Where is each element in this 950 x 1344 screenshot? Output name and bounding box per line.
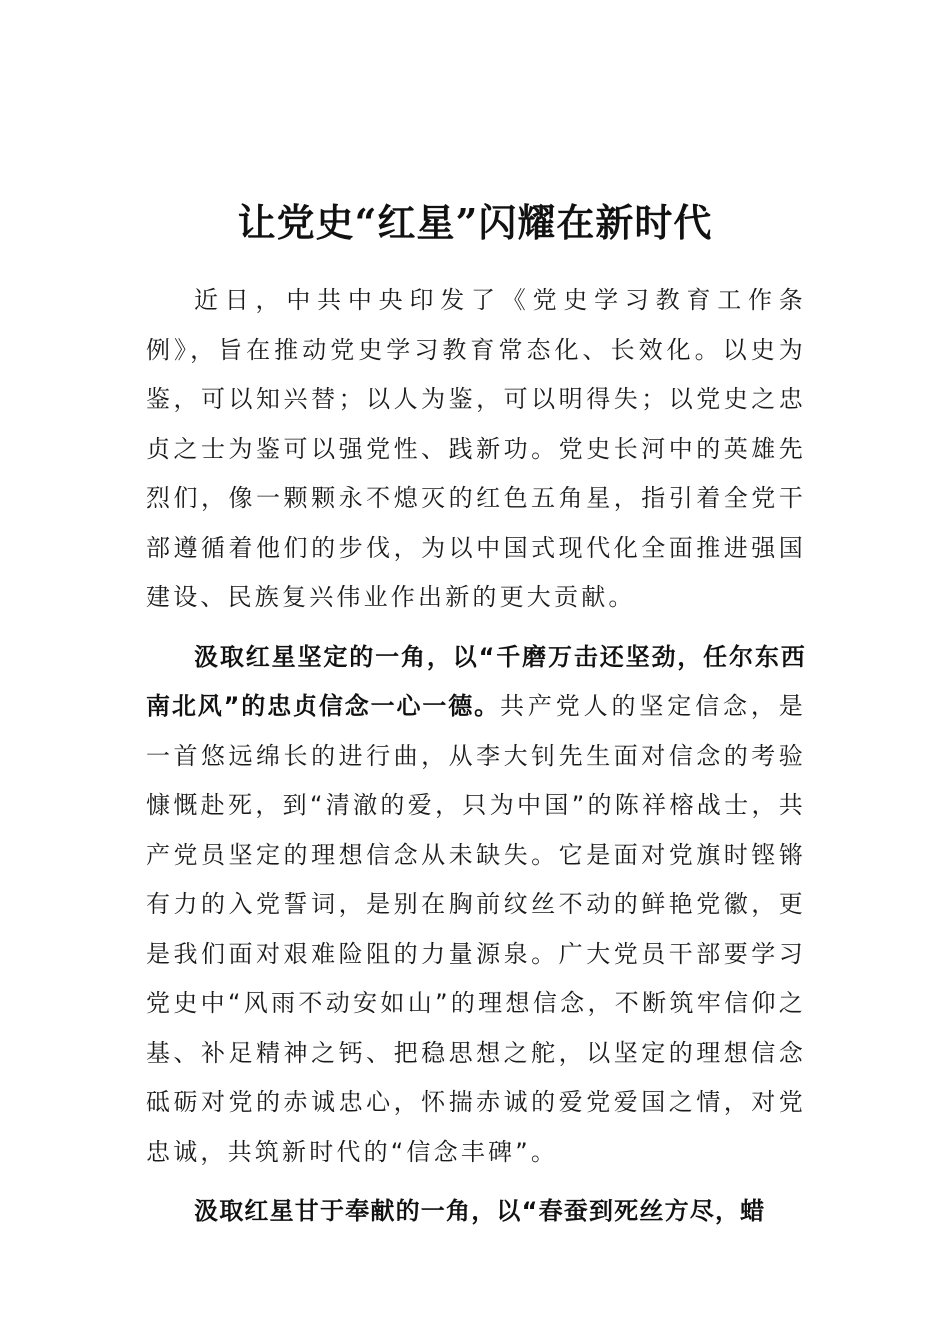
- paragraph-lead: 汲取红星坚定的一角，以“千磨万击还坚劲，任尔东西南北风”的忠贞信念一心一德。: [146, 642, 806, 720]
- paragraph-intro: [146, 276, 806, 623]
- paragraph-steadfast: [146, 633, 806, 1178]
- paragraph-lead: 汲取红星甘于奉献的一角，以“春蚕到死丝方尽，蜡: [194, 1197, 766, 1225]
- paragraph-text: 共产党人的坚定信念，是一首悠远绵长的进行曲，从李大钊先生面对信念的考验慷慨赴死，到“清澈的爱，只为中国”的陈祥榕战士，共产党员坚定的理想信念从未缺失。它是面对党旗时铿锵有力的入党誓词，是别在胸前纹丝不动的鲜艳党徽，更是我们面对艰难险阻的力量源泉。广大党员干部要学习党史中“风雨不动安如山”的理想信念，不断筑牢信仰之基、补足精神之钙、把稳思想之舵，以坚定的理想信念砥砺对党的赤诚忠心，怀揣赤诚的爱党爱国之情，对党忠诚，共筑新时代的“信念丰碑”。: [146, 692, 807, 1166]
- paragraph-dedication: [146, 1187, 806, 1237]
- paragraph-text: 近日，中共中央印发了《党史学习教育工作条例》，旨在推动党史学习教育常态化、长效化。以史为鉴，可以知兴替；以人为鉴，可以明得失；以党史之忠贞之士为鉴可以强党性、践新功。党史长河中的英雄先烈们，像一颗颗永不熄灭的红色五角星，指引着全党干部遵循着他们的步伐，为以中国式现代化全面推进强国建设、民族复兴伟业作出新的更大贡献。: [146, 286, 806, 611]
- document-title: 让党史“红星”闪耀在新时代: [237, 200, 713, 246]
- document-body: [146, 276, 806, 1237]
